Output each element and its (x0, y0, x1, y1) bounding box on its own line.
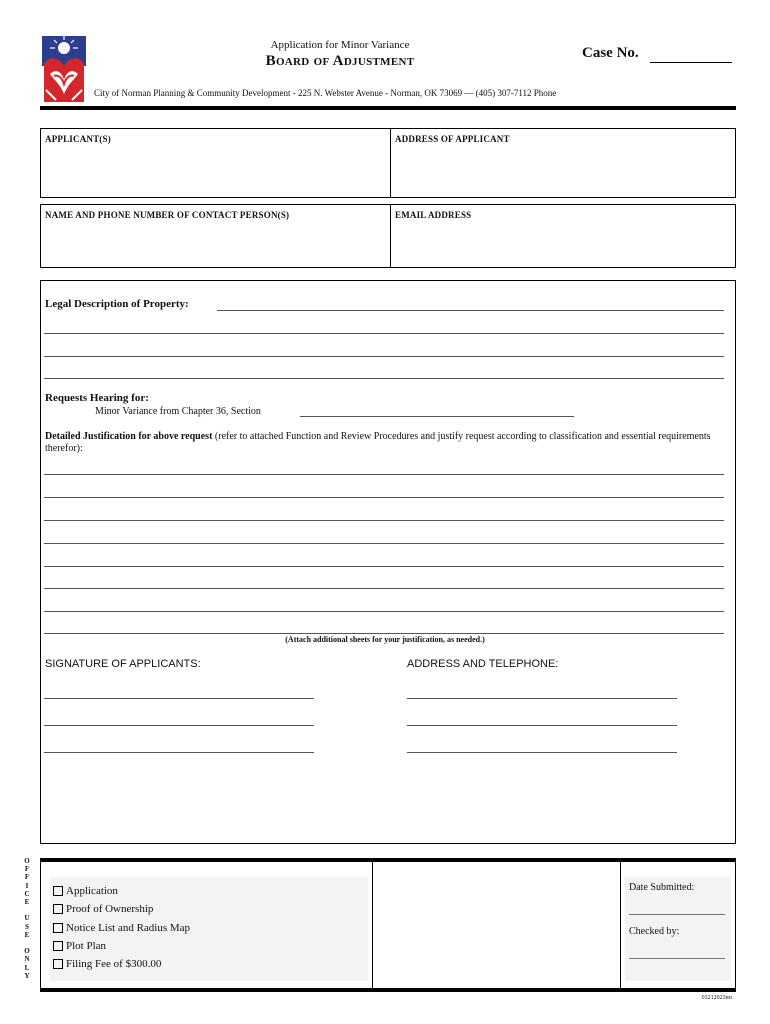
justification-line[interactable] (44, 497, 724, 498)
office-checklist (53, 882, 190, 973)
case-number-label: Case No. (582, 45, 639, 61)
legal-description-line[interactable] (217, 310, 724, 311)
checkbox[interactable] (53, 886, 63, 896)
office-divider (620, 862, 621, 988)
minor-variance-label: Minor Variance from Chapter 36, Section (95, 406, 261, 417)
email-address-label: EMAIL ADDRESS (395, 210, 472, 220)
justification-line[interactable] (44, 633, 724, 634)
main-form-box (40, 280, 736, 844)
checked-by-line[interactable] (629, 958, 725, 959)
contact-person-field[interactable] (40, 204, 391, 268)
legal-description-line[interactable] (44, 333, 724, 334)
email-address-field[interactable] (390, 204, 736, 268)
signature-line[interactable] (44, 698, 314, 699)
applicants-label: APPLICANT(S) (45, 134, 111, 144)
office-address-line: City of Norman Planning & Community Development - 225 N. Webster Avenue - Norman, OK 73069 — (405) 307-7112 Phone (94, 88, 557, 98)
justification-bold-label: Detailed Justification for above request (45, 431, 213, 442)
header-divider (40, 106, 736, 110)
justification-line[interactable] (44, 520, 724, 521)
legal-description-line[interactable] (44, 356, 724, 357)
application-title: Application for Minor Variance (270, 39, 410, 51)
requests-hearing-label: Requests Hearing for: (45, 392, 149, 404)
checkbox[interactable] (53, 959, 63, 969)
address-of-applicant-field[interactable] (390, 128, 736, 198)
checklist-item[interactable]: Application (53, 882, 190, 900)
address-telephone-line[interactable] (407, 698, 677, 699)
board-title: Board of Adjustment (265, 53, 415, 69)
address-telephone-heading: ADDRESS AND TELEPHONE: (407, 658, 559, 670)
date-submitted-line[interactable] (629, 914, 725, 915)
address-of-applicant-label: ADDRESS OF APPLICANT (395, 134, 510, 144)
checklist-item[interactable]: Filing Fee of $300.00 (53, 955, 190, 973)
signature-line[interactable] (44, 725, 314, 726)
checklist-item[interactable]: Proof of Ownership (53, 900, 190, 918)
case-number-field[interactable] (650, 62, 732, 63)
office-use-only-label: O F F I C E U S E O N L Y (24, 857, 30, 980)
applicants-field[interactable] (40, 128, 391, 198)
legal-description-label: Legal Description of Property: (45, 298, 189, 310)
address-telephone-line[interactable] (407, 752, 677, 753)
justification-line[interactable] (44, 474, 724, 475)
checked-by-label: Checked by: (629, 926, 680, 937)
justification-line[interactable] (44, 543, 724, 544)
form-revision-code: 03212023mt (701, 995, 732, 1001)
checklist-item[interactable]: Notice List and Radius Map (53, 919, 190, 937)
address-telephone-line[interactable] (407, 725, 677, 726)
justification-line[interactable] (44, 566, 724, 567)
legal-description-line[interactable] (44, 378, 724, 379)
chapter-section-field[interactable] (300, 416, 574, 417)
justification-instructions (45, 431, 735, 455)
checklist-item[interactable]: Plot Plan (53, 937, 190, 955)
justification-instructions-text: (refer to attached Function and Review Procedures and justify request according to classification and essential requirements therefor): (45, 431, 711, 454)
justification-line[interactable] (44, 611, 724, 612)
contact-person-label: NAME AND PHONE NUMBER OF CONTACT PERSON(S) (45, 210, 290, 220)
office-use-bottom-bar (40, 988, 736, 992)
date-submitted-label: Date Submitted: (629, 882, 695, 893)
checkbox[interactable] (53, 904, 63, 914)
justification-line[interactable] (44, 588, 724, 589)
checkbox[interactable] (53, 923, 63, 933)
signature-line[interactable] (44, 752, 314, 753)
signature-heading: SIGNATURE OF APPLICANTS: (45, 658, 201, 670)
attach-sheets-note: (Attach additional sheets for your justification, as needed.) (285, 635, 485, 644)
checkbox[interactable] (53, 941, 63, 951)
office-divider (372, 862, 373, 988)
